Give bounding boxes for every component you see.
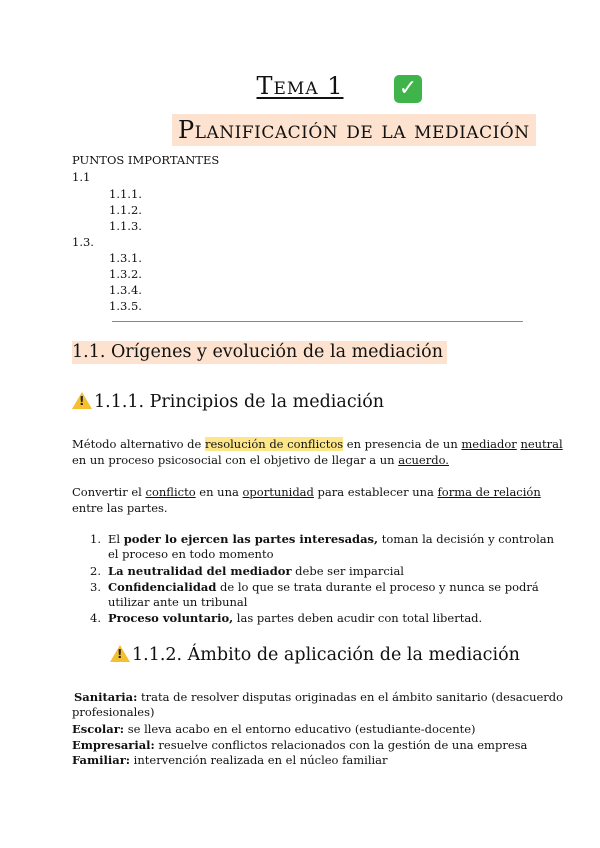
bold-term: Confidencialidad [108, 580, 217, 594]
purpose-paragraph [72, 484, 542, 516]
outline-item: 1.3.2. [109, 267, 142, 281]
heading-text: 1.1.2. Ámbito de aplicación de la mediación [132, 645, 520, 665]
title-text: Tema 1 [256, 72, 344, 100]
underlined-term: acuerdo. [398, 453, 449, 467]
bold-term: Empresarial: [72, 738, 155, 752]
outline-item: 1.3. [72, 235, 94, 249]
page-subtitle: Planificación de la mediación [172, 114, 536, 146]
text-run: Método alternativo de [72, 437, 205, 451]
list-number: 1. [90, 532, 101, 546]
list-number: 2. [90, 564, 101, 578]
list-number: 4. [90, 611, 101, 625]
text-run: toman la decisión y controlan [378, 532, 555, 546]
warning-icon [110, 645, 130, 662]
warning-icon [72, 392, 92, 409]
text-run: El [108, 532, 124, 546]
outline-item: 1.3.4. [109, 283, 142, 297]
outline-item: 1.1.2. [109, 203, 142, 217]
text-run: trata de resolver disputas originadas en el ámbito sanitario (desacuerdo [137, 690, 564, 704]
text-run: para establecer una [313, 485, 438, 499]
scope-item [72, 753, 542, 768]
check-mark-button-icon: ✓ [394, 75, 422, 103]
text-run: Convertir el [72, 485, 146, 499]
outline-item: 1.3.5. [109, 299, 142, 313]
text-run: el proceso en todo momento [108, 547, 274, 561]
section-heading-1-1-2 [110, 645, 520, 665]
text-run: en presencia de un [343, 437, 462, 451]
text-run: resuelve conflictos relacionados con la gestión de una empresa [154, 738, 528, 752]
underlined-term: forma de relación [437, 485, 541, 499]
text-run: se lleva acabo en el entorno educativo (estudiante-docente) [124, 722, 476, 736]
scope-item [72, 722, 542, 737]
bold-term: poder lo ejercen las partes interesadas, [123, 532, 379, 546]
text-run: profesionales) [72, 705, 155, 719]
divider [112, 321, 523, 322]
section-heading-1-1-1 [72, 392, 384, 412]
bold-term: La neutralidad del mediador [108, 564, 292, 578]
underlined-term: neutral [520, 437, 563, 451]
heading-text: 1.1.1. Principios de la mediación [94, 392, 385, 412]
text-run: de lo que se trata durante el proceso y nunca se podrá [216, 580, 539, 594]
definition-paragraph [72, 436, 563, 468]
scope-item [72, 738, 542, 753]
text-run: las partes deben acudir con total libertad. [233, 611, 483, 625]
bold-term: Familiar: [72, 753, 131, 767]
highlighted-term: resolución de conflictos [205, 437, 344, 451]
underlined-term: oportunidad [242, 485, 314, 499]
outline-item: 1.1.3. [109, 219, 142, 233]
bold-term: Proceso voluntario, [108, 611, 234, 625]
text-run: utilizar ante un tribunal [108, 595, 248, 609]
bold-term: Escolar: [72, 722, 125, 736]
section-heading-1-1: 1.1. Orígenes y evolución de la mediación [72, 341, 447, 364]
underlined-term: mediador [461, 437, 517, 451]
list-item [90, 564, 540, 579]
page-title [0, 72, 600, 100]
list-item [90, 532, 555, 562]
outline-item: 1.3.1. [109, 251, 142, 265]
list-number: 3. [90, 580, 101, 594]
outline-item: 1.1.1. [109, 187, 142, 201]
outline-heading: PUNTOS IMPORTANTES [72, 153, 220, 167]
text-run: entre las partes. [72, 501, 168, 515]
outline-item: 1.1 [72, 170, 91, 184]
list-item [90, 611, 540, 626]
text-run: debe ser imparcial [291, 564, 404, 578]
scope-item [72, 690, 564, 720]
text-run: en un proceso psicosocial con el objetivo de llegar a un [72, 453, 399, 467]
text-run: en una [195, 485, 243, 499]
list-item [90, 580, 540, 610]
underlined-term: conflicto [145, 485, 196, 499]
text-run: intervención realizada en el núcleo familiar [130, 753, 388, 767]
bold-term: Sanitaria: [74, 690, 138, 704]
